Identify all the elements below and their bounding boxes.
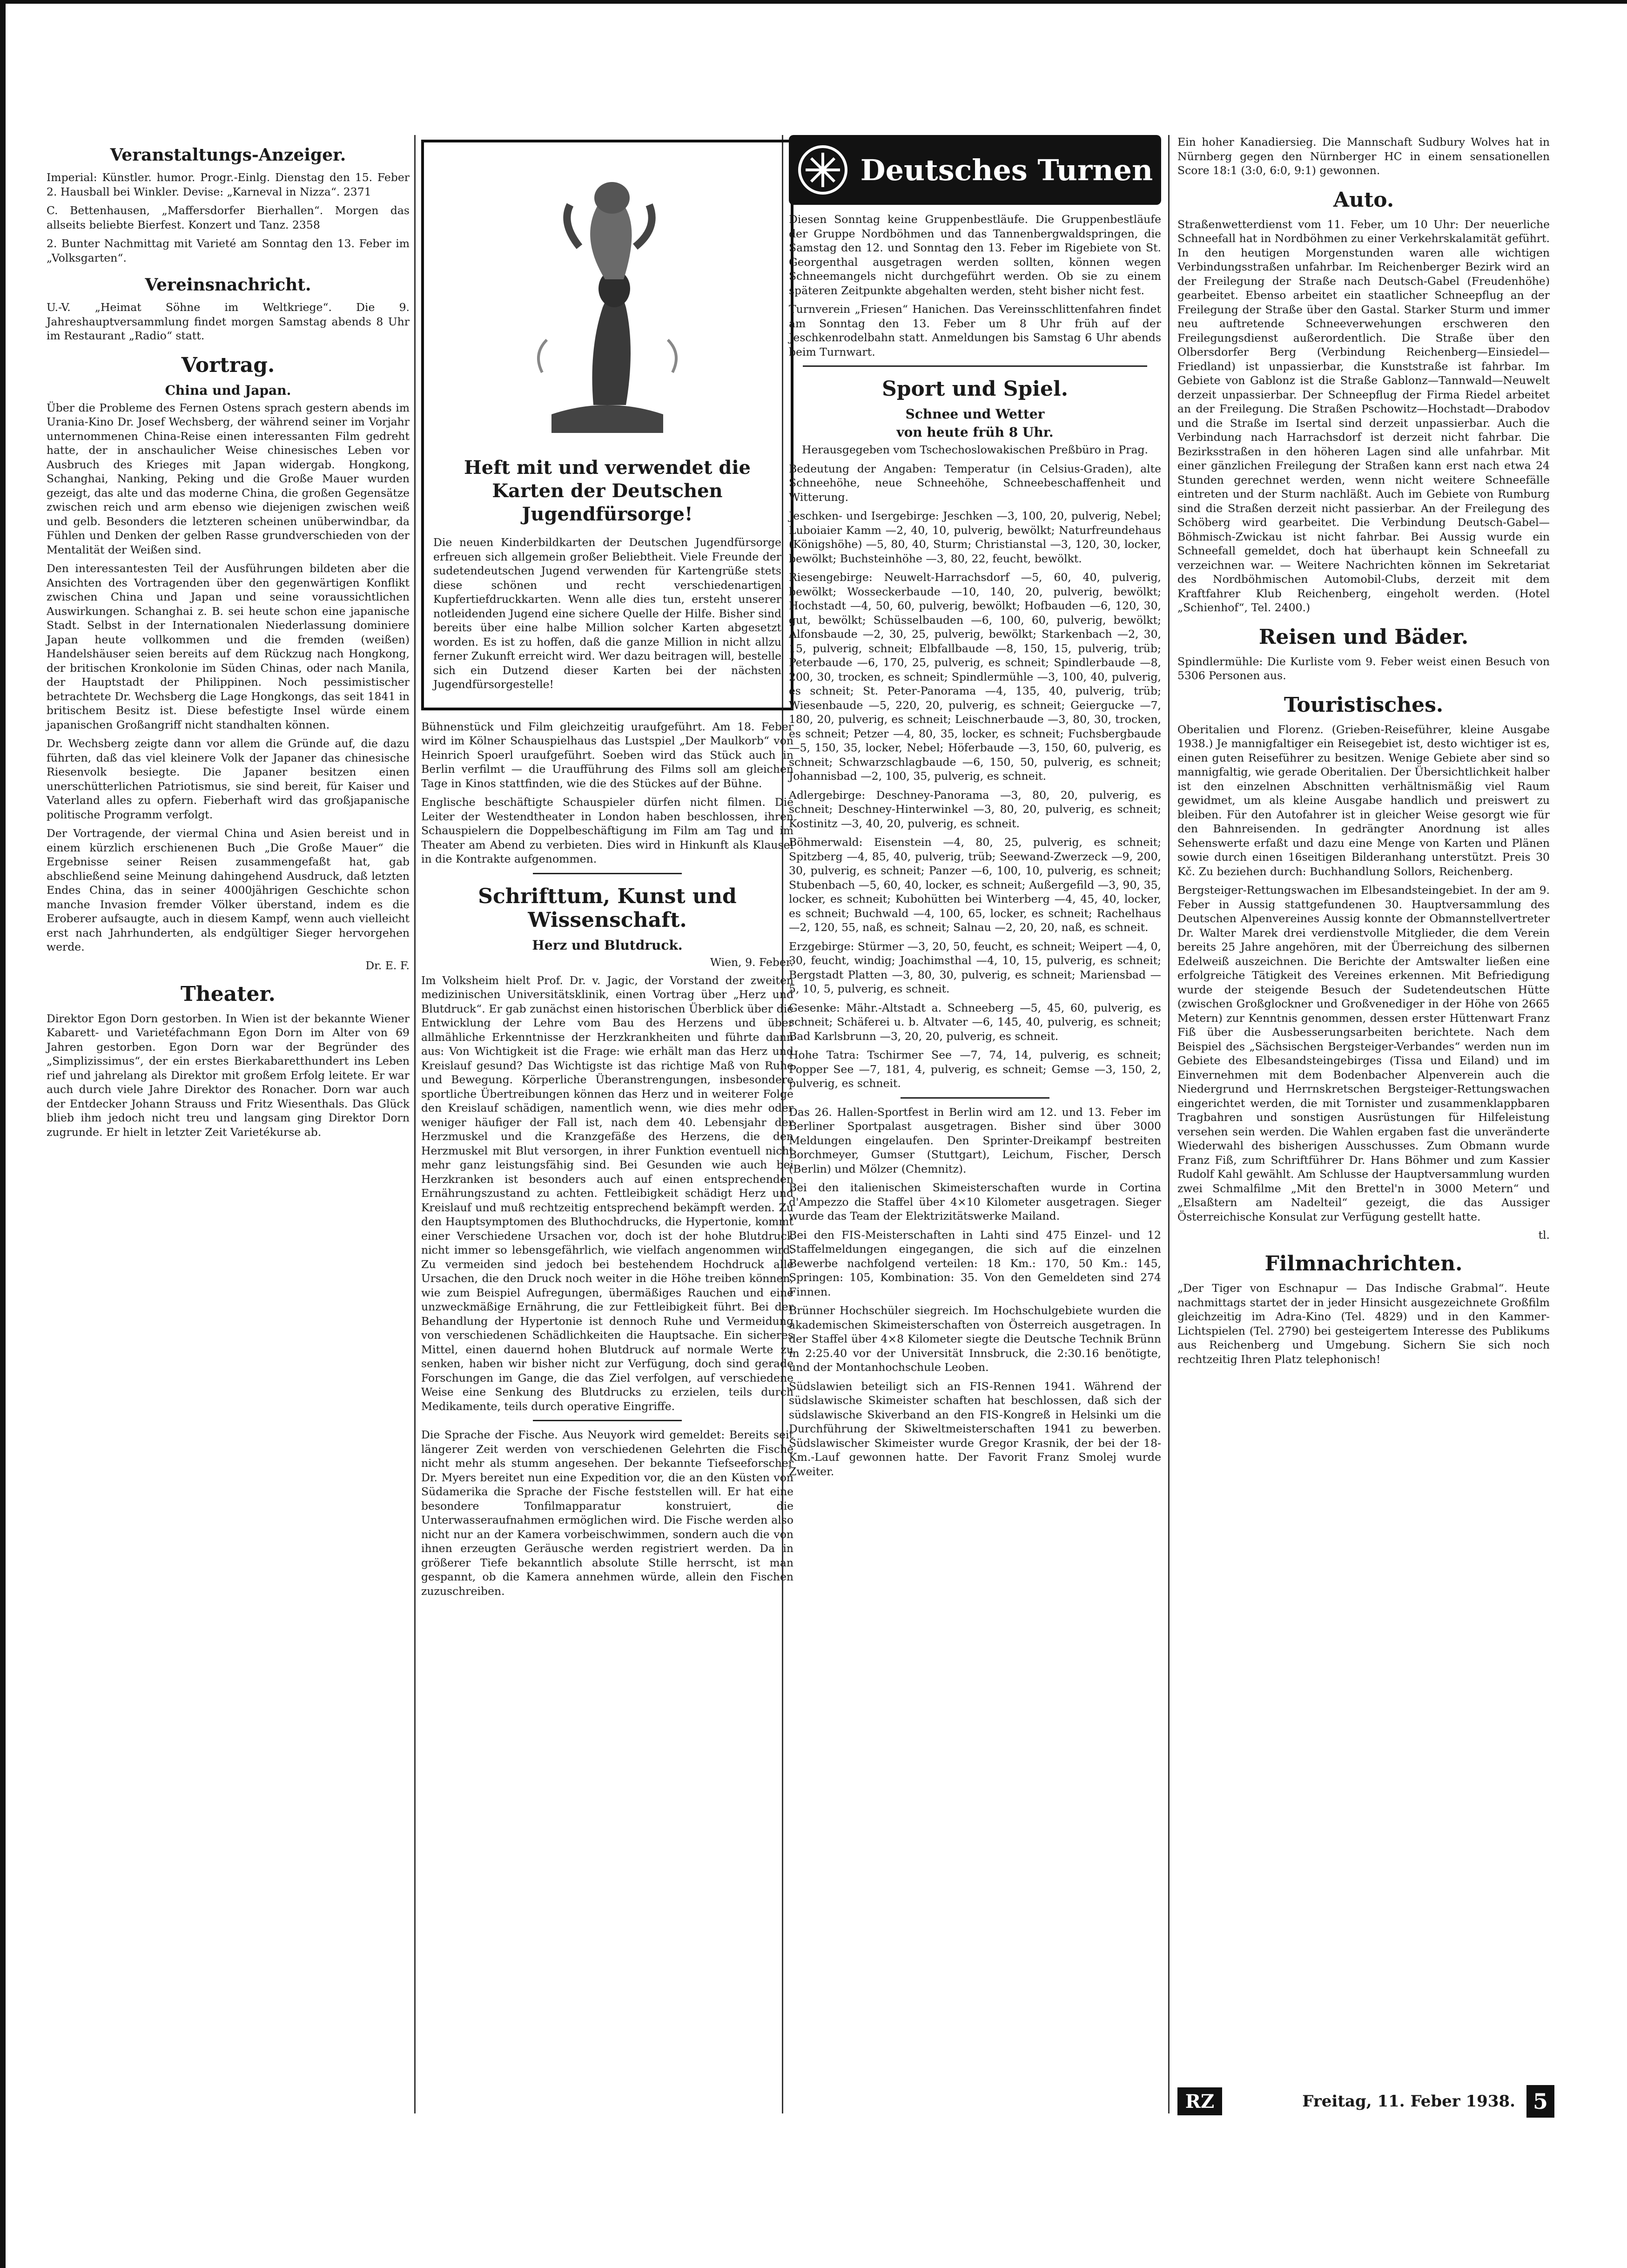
schauspieler-text: Englische beschäftigte Schauspieler dürfen nicht filmen. Die Leiter der Westendtheater in London haben beschlossen, ihren Schauspielern die Doppelbeschäftigung im Film am Tag und im Theater am Abend zu verbieten. Dies wird in Hinkunft als Klausel in die Kontrakte aufgenommen. <box>421 796 793 865</box>
verein-heading: Vereinsnachricht. <box>145 275 311 295</box>
column-rule-3 <box>1168 135 1170 2113</box>
wetter-region: Erzgebirge: Stürmer —3, 20, 50, feucht, es schneit; Weipert —4, 0, 30, feucht, windig; Joachimsthal —4, 10, 15, pulverig, es schneit; Bergstadt Platten —3, 80, 30, pulverig, es schneit; Mariensbad —5, 10, 5, pulverig, es schneit. <box>789 939 1161 995</box>
vortrag-heading: Vortrag. <box>181 353 275 377</box>
scan-edge-left <box>0 0 6 2268</box>
vortrag-paragraph: Den interessantesten Teil der Ausführungen bildeten aber die Ansichten des Vortragenden über den gegenwärtigen Konflikt zwischen China und Japan und seine voraussichtlichen Auswirkungen. Schanghai z. B. sei heute schon eine japanische Stadt. Selbst in der Internationalen Niederlassung dominiere Japan heute vollkommen und die fremden (weißen) Handelshäuser seien bereits auf dem Rückzug nach Hongkong, der britischen Kronkolonie im Süden Chinas, oder nach Manila, der Hauptstadt der Philippinen. Noch pessimistischer betrachtete Dr. Wechsberg die Lage Hongkongs, das seit 1841 in britischem Besitz ist. Diese befestigte Insel würde einem japanischen Großangriff nicht standhalten können. <box>47 562 410 731</box>
wetter-subheading: von heute früh 8 Uhr. <box>896 425 1054 440</box>
banner-title: Deutsches Turnen <box>860 153 1153 187</box>
wetter-legend: Bedeutung der Angaben: Temperatur (in Celsius-Graden), alte Schneehöhe, neue Schneehöhe, Schneebeschaffenheit und Witterung. <box>789 462 1161 504</box>
auto-heading: Auto. <box>1333 188 1394 212</box>
bruenn-text: Brünner Hochschüler siegreich. Im Hochschulgebiete wurden die akademischen Skimeisterschaften von Österreich ausgetragen. In der Staffel über 4×8 Kilometer siegte die Deutsche Technik Brünn in 2:25.40 vor der Universität Innsbruck, die 2:30.16 benötigte, und der Montanhochschule Leoben. <box>789 1304 1161 1374</box>
schrifttum-heading: Schrifttum, Kunst und Wissenschaft. <box>478 884 737 932</box>
herz-heading: Herz und Blutdruck. <box>532 937 683 953</box>
wetter-region: Riesengebirge: Neuwelt-Harrachsdorf —5, 60, 40, pulverig, bewölkt; Wosseckerbaude —10, 140, 20, pulverig, bewölkt; Hochstadt —4, 50, 60, pulverig, bewölkt; Hofbauden —6, 120, 30, gut, bewölkt; Schüsselbauden —6, 100, 60, pulverig, bewölkt; Alfonsbaude —2, 30, 25, pulverig, bewölkt; Starkenbach —2, 30, 15, pulverig, schneit; Elbfallbaude —8, 150, 15, pulverig, trüb; Peterbaude —6, 170, 25, pulverig, es schneit; Spindlerbaude —8, 200, 30, trocken, es schneit; Spindlermühle —3, 100, 40, pulverig, es schneit; St. Peter-Panorama —4, 135, 40, pulverig, trüb; Wiesenbaude —5, 220, 20, pulverig, es schneit; Geiergucke —7, 180, 20, pulverig, es schneit; Leischnerbaude —3, 80, 30, trocken, es schneit; Petzer —4, 80, 35, locker, es schneit; Fuchsbergbaude —5, 150, 35, locker, Nebel; Höferbaude —3, 150, 60, pulverig, es schneit; Schwarzschlagbaude —6, 150, 50, pulverig, es schneit; Johannisbad —2, 100, 35, pulverig, es schneit. <box>789 571 1161 783</box>
column-4 <box>1177 135 1550 1371</box>
hallen-text: Das 26. Hallen-Sportfest in Berlin wird am 12. und 13. Feber im Berliner Sportpalast ausgetragen. Bisher sind über 3000 Meldungen eingelaufen. Den Sprinter-Dreikampf bestreiten Borchmeyer, Gumser (Stuttgart), Leichum, Fischer, Dersch (Berlin) und Mölzer (Chemnitz). <box>789 1105 1161 1175</box>
tour-heading: Touristisches. <box>1284 693 1444 717</box>
column-1 <box>47 135 410 1144</box>
sport-heading: Sport und Spiel. <box>881 377 1069 401</box>
tour-paragraph: Oberitalien und Florenz. (Grieben-Reiseführer, kleine Ausgabe 1938.) Je mannigfaltiger ein Reisegebiet ist, desto wichtiger ist es, einen guten Reiseführer zu besitzen. Wenige Gebiete aber sind so mannigfaltig, wie gerade Oberitalien. Der Übersichtlichkeit halber ist den einzelnen Abschnitten verhältnismäßig viel Raum gewidmet, um als kleine Ausgabe handlich und preiswert zu bleiben. Für den Autofahrer ist in gleicher Weise gesorgt wie für den Bahnreisenden. In gedrängter Anordnung ist alles Sehenswerte erfaßt und dazu eine Menge von Karten und Plänen sowie durch einen 16seitigen Bilderanhang unterstützt. Preis 30 Kč. Zu beziehen durch: Buchhandlung Sollors, Reichenberg. <box>1177 722 1550 878</box>
event-imperial: Imperial: Künstler. humor. Progr.-Einlg. Dienstag den 15. Feber 2. Hausball bei Winkler. Devise: „Karneval in Nizza“. 2371 <box>47 171 410 198</box>
film-heading: Filmnachrichten. <box>1264 1252 1463 1276</box>
wetter-source: Herausgegeben vom Tschechoslowakischen Preßbüro in Prag. <box>802 443 1148 456</box>
wetter-region: Adlergebirge: Deschney-Panorama —3, 80, 20, pulverig, es schneit; Deschney-Hinterwinkel —3, 80, 20, pulverig, es schneit; Kostinitz —3, 40, 20, pulverig, es schneit. <box>789 788 1161 830</box>
buehne-text: Bühnenstück und Film gleichzeitig uraufgeführt. Am 18. Feber wird im Kölner Schauspielhaus das Lustspiel „Der Maulkorb“ von Heinrich Spoerl uraufgeführt. Soeben wird das Stück auch in Berlin verfilmt — die Uraufführung des Films soll am gleichen Tage in Kinos stattfinden, wie die des Stückes auf der Bühne. <box>421 720 793 790</box>
reisen-text: Spindlermühle: Die Kurliste vom 9. Feber weist einen Besuch von 5306 Personen aus. <box>1177 655 1550 682</box>
child-illustration <box>524 154 691 442</box>
vortrag-signature: Dr. E. F. <box>365 958 410 972</box>
wetter-region: Böhmerwald: Eisenstein —4, 80, 25, pulverig, es schneit; Spitzberg —4, 85, 40, pulverig, trüb; Seewand-Zwerzeck —9, 200, 30, pulverig, es schneit; Panzer —6, 100, 10, pulverig, es schneit; Stubenbach —5, 60, 40, locker, es schneit; Außergefild —3, 90, 35, locker, es schneit; Kubohütten bei Winterberg —4, 45, 40, locker, es schneit; Buchwald —4, 100, 65, locker, es schneit; Rachelhaus —2, 120, 55, naß, es schneit; Salnau —2, 20, 20, naß, es schneit. <box>789 836 1161 934</box>
tour-paragraph: Bergsteiger-Rettungswachen im Elbesandsteingebiet. In der am 9. Feber in Aussig stattgefundenen 30. Hauptversammlung des Deutschen Alpenvereines Aussig konnte der Obmannstellvertreter Dr. Walter Marek drei verdienstvolle Mitglieder, die dem Verein bereits 25 Jahre angehören, mit der Überreichung des silbernen Edelweiß auszeichnen. Die Berichte der Amtswalter ließen eine erfolgreiche Tätigkeit des Vereines erkennen. Mit Befriedigung wurde der steigende Besuch der Sudetendeutschen Hütte (zwischen Großglockner und Großvenediger in der Höhe von 2665 Metern) zur Kenntnis genommen, dessen erster Hüttenwart Franz Fiß über die Ausbesserungsarbeiten berichtete. Nach dem Beispiel des „Sächsischen Bergsteiger-Verbandes“ werden nun im Gebiete des Elbesandsteingebirges (Tissa und Eiland) und im Einvernehmen mit dem Bodenbacher Alpenverein auch die Niedergrund und Herrnskretschen Bergsteiger-Rettungswachen eingerichtet werden, die mit Tornister und zusammenklappbaren Tragbahren und sonstigen Ausrüstungen für Hilfeleistung versehen sein werden. Die Wahlen ergaben fast die unveränderte Wiederwahl des bisherigen Ausschusses. Zum Obmann wurde Franz Fiß, zum Schriftführer Dr. Hans Böhmer und zum Kassier Rudolf Kahl gewählt. Am Schlusse der Hauptversammlung wurden zwei Schmalfilme „Mit den Brettel'n in 3000 Metern“ und „Elsaßtern am Nadelteil“ gezeigt, die das Aussiger Österreichische Konsulat zur Verfügung gestellt hatte. <box>1177 884 1550 1223</box>
film-text: „Der Tiger von Eschnapur — Das Indische Grabmal“. Heute nachmittags startet der in jeder Hinsicht ausgezeichnete Großfilm gleichzeitig im Adra-Kino (Tel. 4829) und in den Kammer-Lichtspielen (Tel. 2790) bei gesteigertem Interesse des Publikums aus Reichenberg und Umgebung. Sichern Sie sich noch rechtzeitig Ihren Platz telephonisch! <box>1177 1282 1550 1366</box>
page-footer <box>1177 2085 1554 2118</box>
wetter-region: Hohe Tatra: Tschirmer See —7, 74, 14, pulverig, es schneit; Popper See —7, 181, 4, pulverig, es schneit; Gemse —3, 150, 2, pulverig, es schneit. <box>789 1048 1161 1090</box>
turner-emblem-icon <box>797 144 848 196</box>
kanada-text: Ein hoher Kanadiersieg. Die Mannschaft Sudbury Wolves hat in Nürnberg gegen den Nürnberger HC in einem sensationellen Score 18:1 (3:0, 6:0, 9:1) gewonnen. <box>1177 135 1550 177</box>
ad-heading: Heft mit und verwendet die Karten der Deutschen Jugendfürsorge! <box>464 457 751 525</box>
wetter-heading: Schnee und Wetter <box>905 406 1045 422</box>
issue-date: Freitag, 11. Feber 1938. <box>1302 2092 1515 2111</box>
italien-text: Bei den italienischen Skimeisterschaften wurde in Cortina d'Ampezzo die Staffel über 4×10 Kilometer ausgetragen. Sieger wurde das Team der Elektrizitätswerke Mailand. <box>789 1181 1161 1222</box>
divider <box>803 365 1147 367</box>
theater-heading: Theater. <box>180 982 276 1006</box>
event-bunter: 2. Bunter Nachmittag mit Varieté am Sonntag den 13. Feber im „Volksgarten“. <box>47 237 410 264</box>
reisen-heading: Reisen und Bäder. <box>1258 625 1469 649</box>
turn-paragraph: Turnverein „Friesen“ Hanichen. Das Vereinsschlittenfahren findet am Sonntag den 13. Feber um 8 Uhr früh auf der Jeschkenrodelbahn statt. Anmeldungen bis Samstag 6 Uhr abends beim Turnwart. <box>789 303 1161 358</box>
column-rule-1 <box>414 135 416 2113</box>
column-2 <box>421 135 793 1603</box>
auto-text: Straßenwetterdienst vom 11. Feber, um 10 Uhr: Der neuerliche Schneefall hat in Nordböhmen zu einer Verkehrskalamität geführt. In den heutigen Morgenstunden waren alle wichtigen Verbindungsstraßen unfahrbar. Im Reichenberger Bezirk wird an der Freilegung der Straße nach Deutsch-Gabel (Freudenhöhe) gearbeitet. Ebenso arbeitet ein staatlicher Schneepflug an der Freilegung der Straße über den Gastal. Starker Sturm und immer neu auftretende Schneeverwehungen erschweren den Freilegungsdienst außerordentlich. Die Straße über den Olbersdorfer Berg (Verbindung Reichenberg—Einsiedel—Friedland) ist unpassierbar, die Kunststraße ist fahrbar. Im Gebiete von Gablonz ist die Straße Gablonz—Tannwald—Neuwelt derzeit unpassierbar. Der Schneepflug der Firma Riedel arbeitet an der Freilegung. Die Straßen Pschowitz—Hochstadt—Drabodov und die Straße im Isertal sind derzeit unpassierbar. Auch die Verbindung nach Harrachsdorf ist derzeit nicht fahrbar. Die Bezirksstraßen in den höheren Lagen sind alle unfahrbar. Mit einer gänzlichen Freilegung der Straßen kann erst nach etwa 24 Stunden gerechnet werden, wenn nicht weitere Schneefälle eintreten und der Sturm nachläßt. Auch im Gebiete von Rumburg sind die Straßen derzeit nicht passierbar. An der Freilegung des Schöberg wird gearbeitet. Die Verbindung Deutsch-Gabel—Böhmisch-Zwickau ist nicht fahrbar. Bei Aussig wurde ein Schneefall gemeldet, doch hat überhaupt kein Schneefall zu verzeichnen war. — Weitere Nachrichten können im Sekretariat des Nordböhmischen Automobil-Clubs, derzeit mit dem Kraftfahrer Klub Reichenberg, eingeholt werden. (Hotel „Schienhof“, Tel. 2400.) <box>1177 217 1550 614</box>
vortrag-subheading: China und Japan. <box>165 382 291 398</box>
herz-dateline: Wien, 9. Feber. <box>710 955 793 969</box>
wetter-region: Jeschken- und Isergebirge: Jeschken —3, 100, 20, pulverig, Nebel; Luboiaier Kamm —2, 40, 10, pulverig, bewölkt; Naturfreundehaus (Königshöhe) —5, 80, 40, Sturm; Christianstal —3, 120, 30, locker, bewölkt; Buchsteinhöhe —3, 80, 22, feucht, bewölkt. <box>789 509 1161 565</box>
divider <box>901 1097 1049 1099</box>
sued-text: Südslawien beteiligt sich an FIS-Rennen 1941. Während der südslawische Skimeister schaften hat beschlossen, daß sich der südslawische Skiverband an den FIS-Kongreß in Helsinki um die Durchführung der Skiweltmeisterschaften 1941 zu bewerben. Südslawischer Skimeister wurde Gregor Krasnik, der bei der 18-Km.-Lauf gewonnen hatte. Der Favorit Franz Smolej wurde Zweiter. <box>789 1379 1161 1478</box>
fis-text: Bei den FIS-Meisterschaften in Lahti sind 475 Einzel- und 12 Staffelmeldungen eingegangen, die sich auf die einzelnen Bewerbe nachfolgend verteilen: 18 Km.: 170, 50 Km.: 145, Springen: 105, Kombination: 35. Von den Gemeldeten sind 274 Finnen. <box>789 1228 1161 1298</box>
tour-signature: tl. <box>1538 1228 1550 1242</box>
wetter-region: Gesenke: Mähr.-Altstadt a. Schneeberg —5, 45, 60, pulverig, es schneit; Schäferei u. b. Altvater —6, 145, 40, pulverig, es schneit; Bad Karlsbrunn —3, 20, 20, pulverig, es schneit. <box>789 1001 1161 1043</box>
divider <box>533 873 682 874</box>
fische-text: Die Sprache der Fische. Aus Neuyork wird gemeldet: Bereits seit längerer Zeit werden von verschiedenen Gelehrten die Fische nicht mehr als stumm angesehen. Der bekannte Tiefseeforscher Dr. Myers bereitet nun eine Expedition vor, die an den Küsten von Südamerika die Sprache der Fische feststellen will. Er hat eine besondere Tonfilmapparatur konstruiert, die Unterwasseraufnahmen ermöglichen wird. Die Fische werden also nicht nur an der Kamera vorbeischwimmen, sondern auch die von ihnen erzeugten Geräusche werden registriert werden. Da in größerer Tiefe bekanntlich absolute Stille herrscht, ist man gespannt, ob die Kamera annehmen würde, allein den Fischen zuzuschreiben. <box>421 1428 793 1598</box>
vortrag-paragraph: Über die Probleme des Fernen Ostens sprach gestern abends im Urania-Kino Dr. Josef Wechsberg, der während seiner im Vorjahr unternommenen China-Reise einen interessanten Film gedreht hatte, der in anschaulicher Weise chinesisches Leben vor Ausbruch des Krieges mit Japan widergab. Hongkong, Schanghai, Nanking, Peking und die Große Mauer wurden gezeigt, das alte und das moderne China, die großen Gegensätze zwischen reich und arm ebenso wie diejenigen zwischen weiß und gelb. Besonders die letzteren scheinen unüberwindbar, da Fühlen und Denken der gelben Rasse grundverschieden von der Mentalität der Weißen sind. <box>47 401 410 556</box>
page-number: 5 <box>1526 2085 1554 2118</box>
newspaper-logo: RZ <box>1177 2087 1222 2115</box>
events-heading: Veranstaltungs-Anzeiger. <box>110 145 346 165</box>
scan-edge-top <box>0 0 1627 4</box>
ad-text: Die neuen Kinderbildkarten der Deutschen Jugendfürsorge erfreuen sich allgemein großer Beliebtheit. Viele Freunde der sudetendeutschen Jugend verwenden für Kartengrüße stets diese schönen und recht verschiedenartigen Kupfertiefdruckkarten. Wenn alle dies tun, ersteht unserer notleidenden Jugend eine sichere Quelle der Hilfe. Bisher sind bereits über eine halbe Million solcher Karten abgesetzt worden. Es ist zu hoffen, daß die ganze Million in nicht allzu ferner Zukunft erreicht wird. Wer dazu beitragen will, bestelle sich ein Dutzend dieser Karten bei der nächsten Jugendfürsorgestelle! <box>433 536 781 691</box>
turnen-banner <box>789 135 1161 205</box>
herz-text: Im Volksheim hielt Prof. Dr. v. Jagic, der Vorstand der zweiten medizinischen Universitätsklinik, einen Vortrag über „Herz und Blutdruck“. Er gab zunächst einen historischen Überblick über die Entwicklung der Lehre vom Bau des Herzens und über allmähliche Erkenntnisse der Herzkrankheiten und führte dann aus: Von Wichtigkeit ist die Frage: wie erhält man das Herz und Kreislauf gesund? Das Wichtigste ist das richtige Maß von Ruhe und Bewegung. Körperliche Überanstrengungen, insbesondere sportliche Übertreibungen können das Herz und in weiterer Folge den Kreislauf schädigen, namentlich wenn, wie dies mehr oder weniger häufiger der Fall ist, nach dem 40. Lebensjahr der Herzmuskel und die Kranzgefäße des Herzens, die den Herzmuskel mit Blut versorgen, in ihrer Funktion eventuell nicht mehr ganz leistungsfähig sind. Bei Gesunden wie auch bei Herzkranken ist besonders auch auf einen entsprechenden Ernährungszustand zu achten. Fettleibigkeit schädigt Herz und Kreislauf und muß rechtzeitig entsprechend bekämpft werden. Zu den Hauptsymptomen des Bluthochdrucks, die Hypertonie, kommt einer Verschiedene Ursachen vor, doch ist der hohe Blutdruck nicht immer so lebensgefährlich, wie vielfach angenommen wird. Zu vermeiden sind jedoch bei bestehendem Hochdruck alle Ursachen, die den Druck noch weiter in die Höhe treiben können, wie zum Beispiel Aufregungen, übermäßiges Rauchen und eine unzweckmäßige Ernährung, die zur Fettleibigkeit führt. Bei der Behandlung der Hypertonie ist dennoch Ruhe und Vermeidung von verschiedenen Schädlichkeiten die Hauptsache. Ein sicheres Mittel, einen dauernd hohen Blutdruck auf normale Werte zu senken, haben wir bisher nicht zur Verfügung, doch sind gerade Forschungen im Gange, die das Ziel verfolgen, auf verschiedene Weise eine Senkung des Blutdrucks zu erzielen, teils durch Medikamente, teils durch operative Eingriffe. <box>421 973 793 1413</box>
column-3 <box>789 135 1161 1483</box>
ad-box-jugendfuersorge <box>421 140 793 710</box>
event-bettenhausen: C. Bettenhausen, „Maffersdorfer Bierhallen“. Morgen das allseits beliebte Bierfest. Konzert und Tanz. 2358 <box>47 204 410 231</box>
vortrag-paragraph: Dr. Wechsberg zeigte dann vor allem die Gründe auf, die dazu führten, daß das viel kleinere Volk der Japaner das chinesische Riesenvolk besiegte. Die Japaner besitzen einen unerschütterlichen Patriotismus, sie sind bereit, für Kaiser und Vaterland alles zu opfern. Fieberhaft wird das großjapanische politische Programm verfolgt. <box>47 737 410 821</box>
divider <box>533 1420 682 1421</box>
theater-text: Direktor Egon Dorn gestorben. In Wien ist der bekannte Wiener Kabarett- und Varietéfachmann Egon Dorn im Alter von 69 Jahren gestorben. Egon Dorn war der Begründer des „Simplizissimus“, der ein erstes Bierkabaretthundert ins Leben rief und jahrelang als Direktor mit großem Erfolg leitete. Er war auch durch viele Jahre Direktor des Ronacher. Dorn war auch der Entdecker Johann Strauss und Fritz Wiesenthals. Das Glück blieb ihm jedoch nicht treu und langsam ging Direktor Dorn zugrunde. Er hielt in letzter Zeit Varietékurse ab. <box>47 1012 410 1139</box>
turn-paragraph: Diesen Sonntag keine Gruppenbestläufe. Die Gruppenbestläufe der Gruppe Nordböhmen und das Tannenbergwaldspringen, die Samstag den 12. und Sonntag den 13. Feber im Rigebiete von St. Georgenthal ausgetragen werden sollten, können wegen Schneemangels nicht durchgeführt werden. Ob sie zu einem späteren Zeitpunkte abgehalten werden, steht bisher nicht fest. <box>789 213 1161 297</box>
verein-text: U.-V. „Heimat Söhne im Weltkriege“. Die 9. Jahreshauptversammlung findet morgen Samstag abends 8 Uhr im Restaurant „Radio“ statt. <box>47 301 410 342</box>
vortrag-paragraph: Der Vortragende, der viermal China und Asien bereist und in einem kürzlich erschienenen Buch „Die Große Mauer“ die Ergebnisse seiner Reisen zusammengefaßt hat, gab abschließend seine Meinung dahingehend Ausdruck, daß letzten Endes China, das in seiner 4000jährigen Geschichte schon manche Invasion fremder Völker überstand, indem es die Eroberer aufsaugte, auch in diesem Kampf, wenn auch vielleicht erst nach Jahrhunderten, als endgültiger Sieger hervorgehen werde. <box>47 827 410 953</box>
